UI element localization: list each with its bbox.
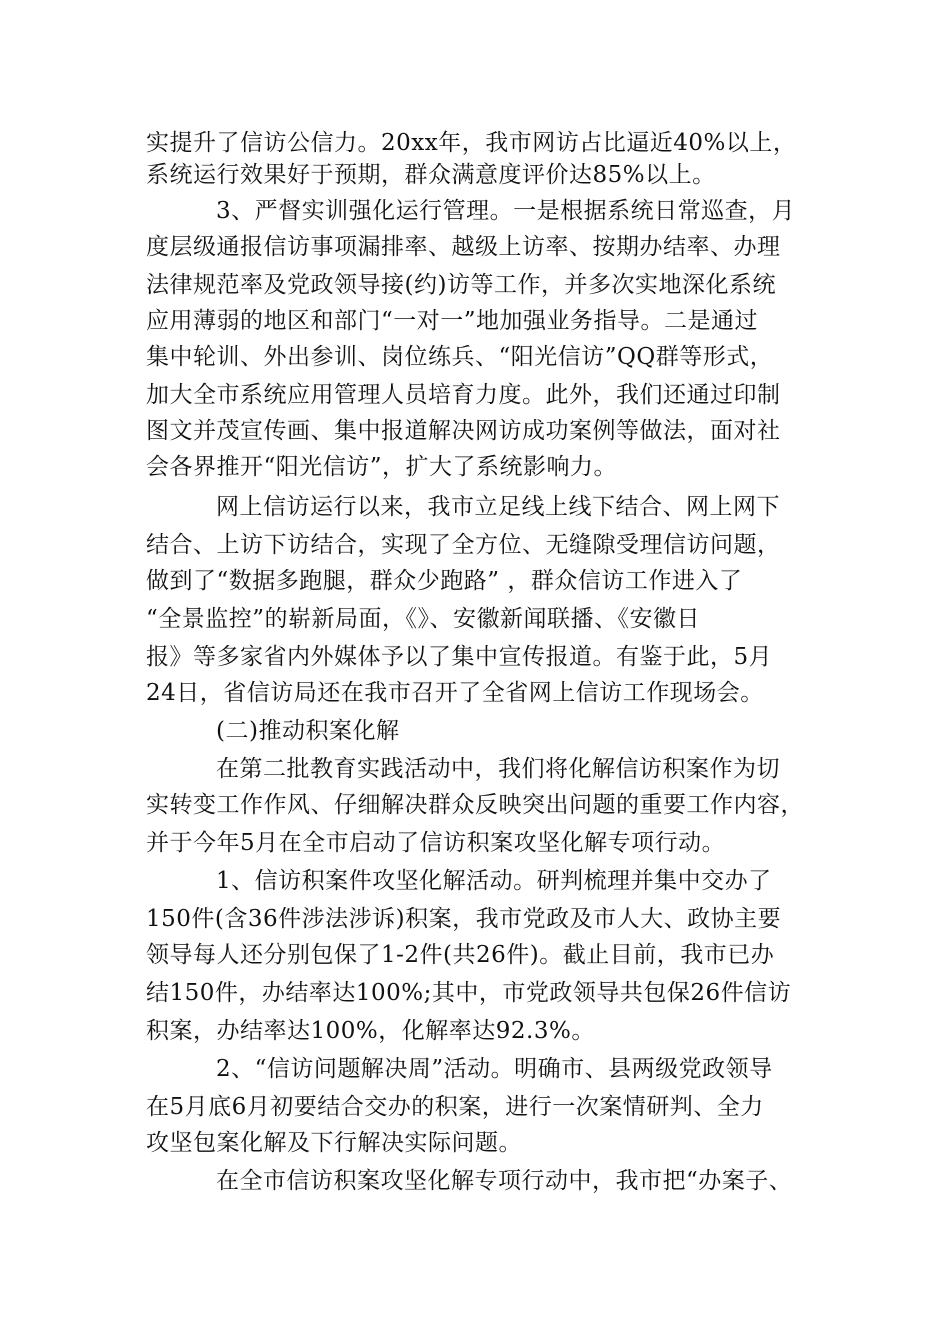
- text-line: 1、信访积案件攻坚化解活动。研判梳理并集中交办了: [216, 868, 772, 894]
- text-line: 在全市信访积案攻坚化解专项行动中，我市把“办案子、: [216, 1168, 793, 1194]
- text-line: 度层级通报信访事项漏排率、越级上访率、按期办结率、办理: [146, 234, 781, 260]
- text-line: 实提升了信访公信力。20xx年，我市网访占比逼近40%以上，: [146, 130, 797, 156]
- text-line: 24日，省信访局还在我市召开了全省网上信访工作现场会。: [146, 680, 764, 706]
- text-line: 攻坚包案化解及下行解决实际问题。: [146, 1130, 522, 1156]
- section-heading: (二)推动积案化解: [216, 718, 400, 744]
- text-line: 并于今年5月在全市启动了信访积案攻坚化解专项行动。: [146, 830, 726, 856]
- text-line: 图文并茂宣传画、集中报道解决网访成功案例等做法，面对社: [146, 418, 781, 444]
- text-line: 集中轮训、外出参训、岗位练兵、“阳光信访”QQ群等形式，: [146, 344, 774, 370]
- text-line: 结合、上访下访结合，实现了全方位、无缝隙受理信访问题，: [146, 532, 781, 558]
- text-line: 150件(含36件涉法涉诉)积案，我市党政及市人大、政协主要: [146, 906, 782, 932]
- text-line: 实转变工作作风、仔细解决群众反映突出问题的重要工作内容，: [146, 792, 804, 818]
- text-line: 领导每人还分别包保了1-2件(共26件)。截止目前，我市已办: [146, 942, 775, 968]
- text-line: 2、“信访问题解决周”活动。明确市、县两级党政领导: [216, 1056, 773, 1082]
- text-line: 做到了“数据多跑腿，群众少跑路” ，群众信访工作进入了: [146, 568, 743, 594]
- text-line: 结150件，办结率达100%;其中，市党政领导共包保26件信访: [146, 980, 792, 1006]
- text-line: 积案，办结率达100%，化解率达92.3%。: [146, 1018, 595, 1044]
- text-line: 网上信访运行以来，我市立足线上线下结合、网上网下: [216, 494, 780, 520]
- text-line: 报》等多家省内外媒体予以了集中宣传报道。有鉴于此，5月: [146, 644, 773, 670]
- text-line: 在5月底6月初要结合交办的积案，进行一次案情研判、全力: [146, 1094, 764, 1120]
- text-line: 系统运行效果好于预期，群众满意度评价达85%以上。: [146, 162, 716, 188]
- text-line: 会各界推开“阳光信访”，扩大了系统影响力。: [146, 454, 618, 480]
- text-line: 在第二批教育实践活动中，我们将化解信访积案作为切: [216, 756, 780, 782]
- text-line: 3、严督实训强化运行管理。一是根据系统日常巡查，月: [216, 198, 796, 224]
- text-line: 应用薄弱的地区和部门“一对一”地加强业务指导。二是通过: [146, 308, 759, 334]
- text-line: “全景监控”的崭新局面，《》、安徽新闻联播、《安徽日: [146, 606, 701, 632]
- text-line: 加大全市系统应用管理人员培育力度。此外，我们还通过印制: [146, 382, 781, 408]
- text-line: 法律规范率及党政领导接(约)访等工作，并多次实地深化系统: [146, 272, 776, 298]
